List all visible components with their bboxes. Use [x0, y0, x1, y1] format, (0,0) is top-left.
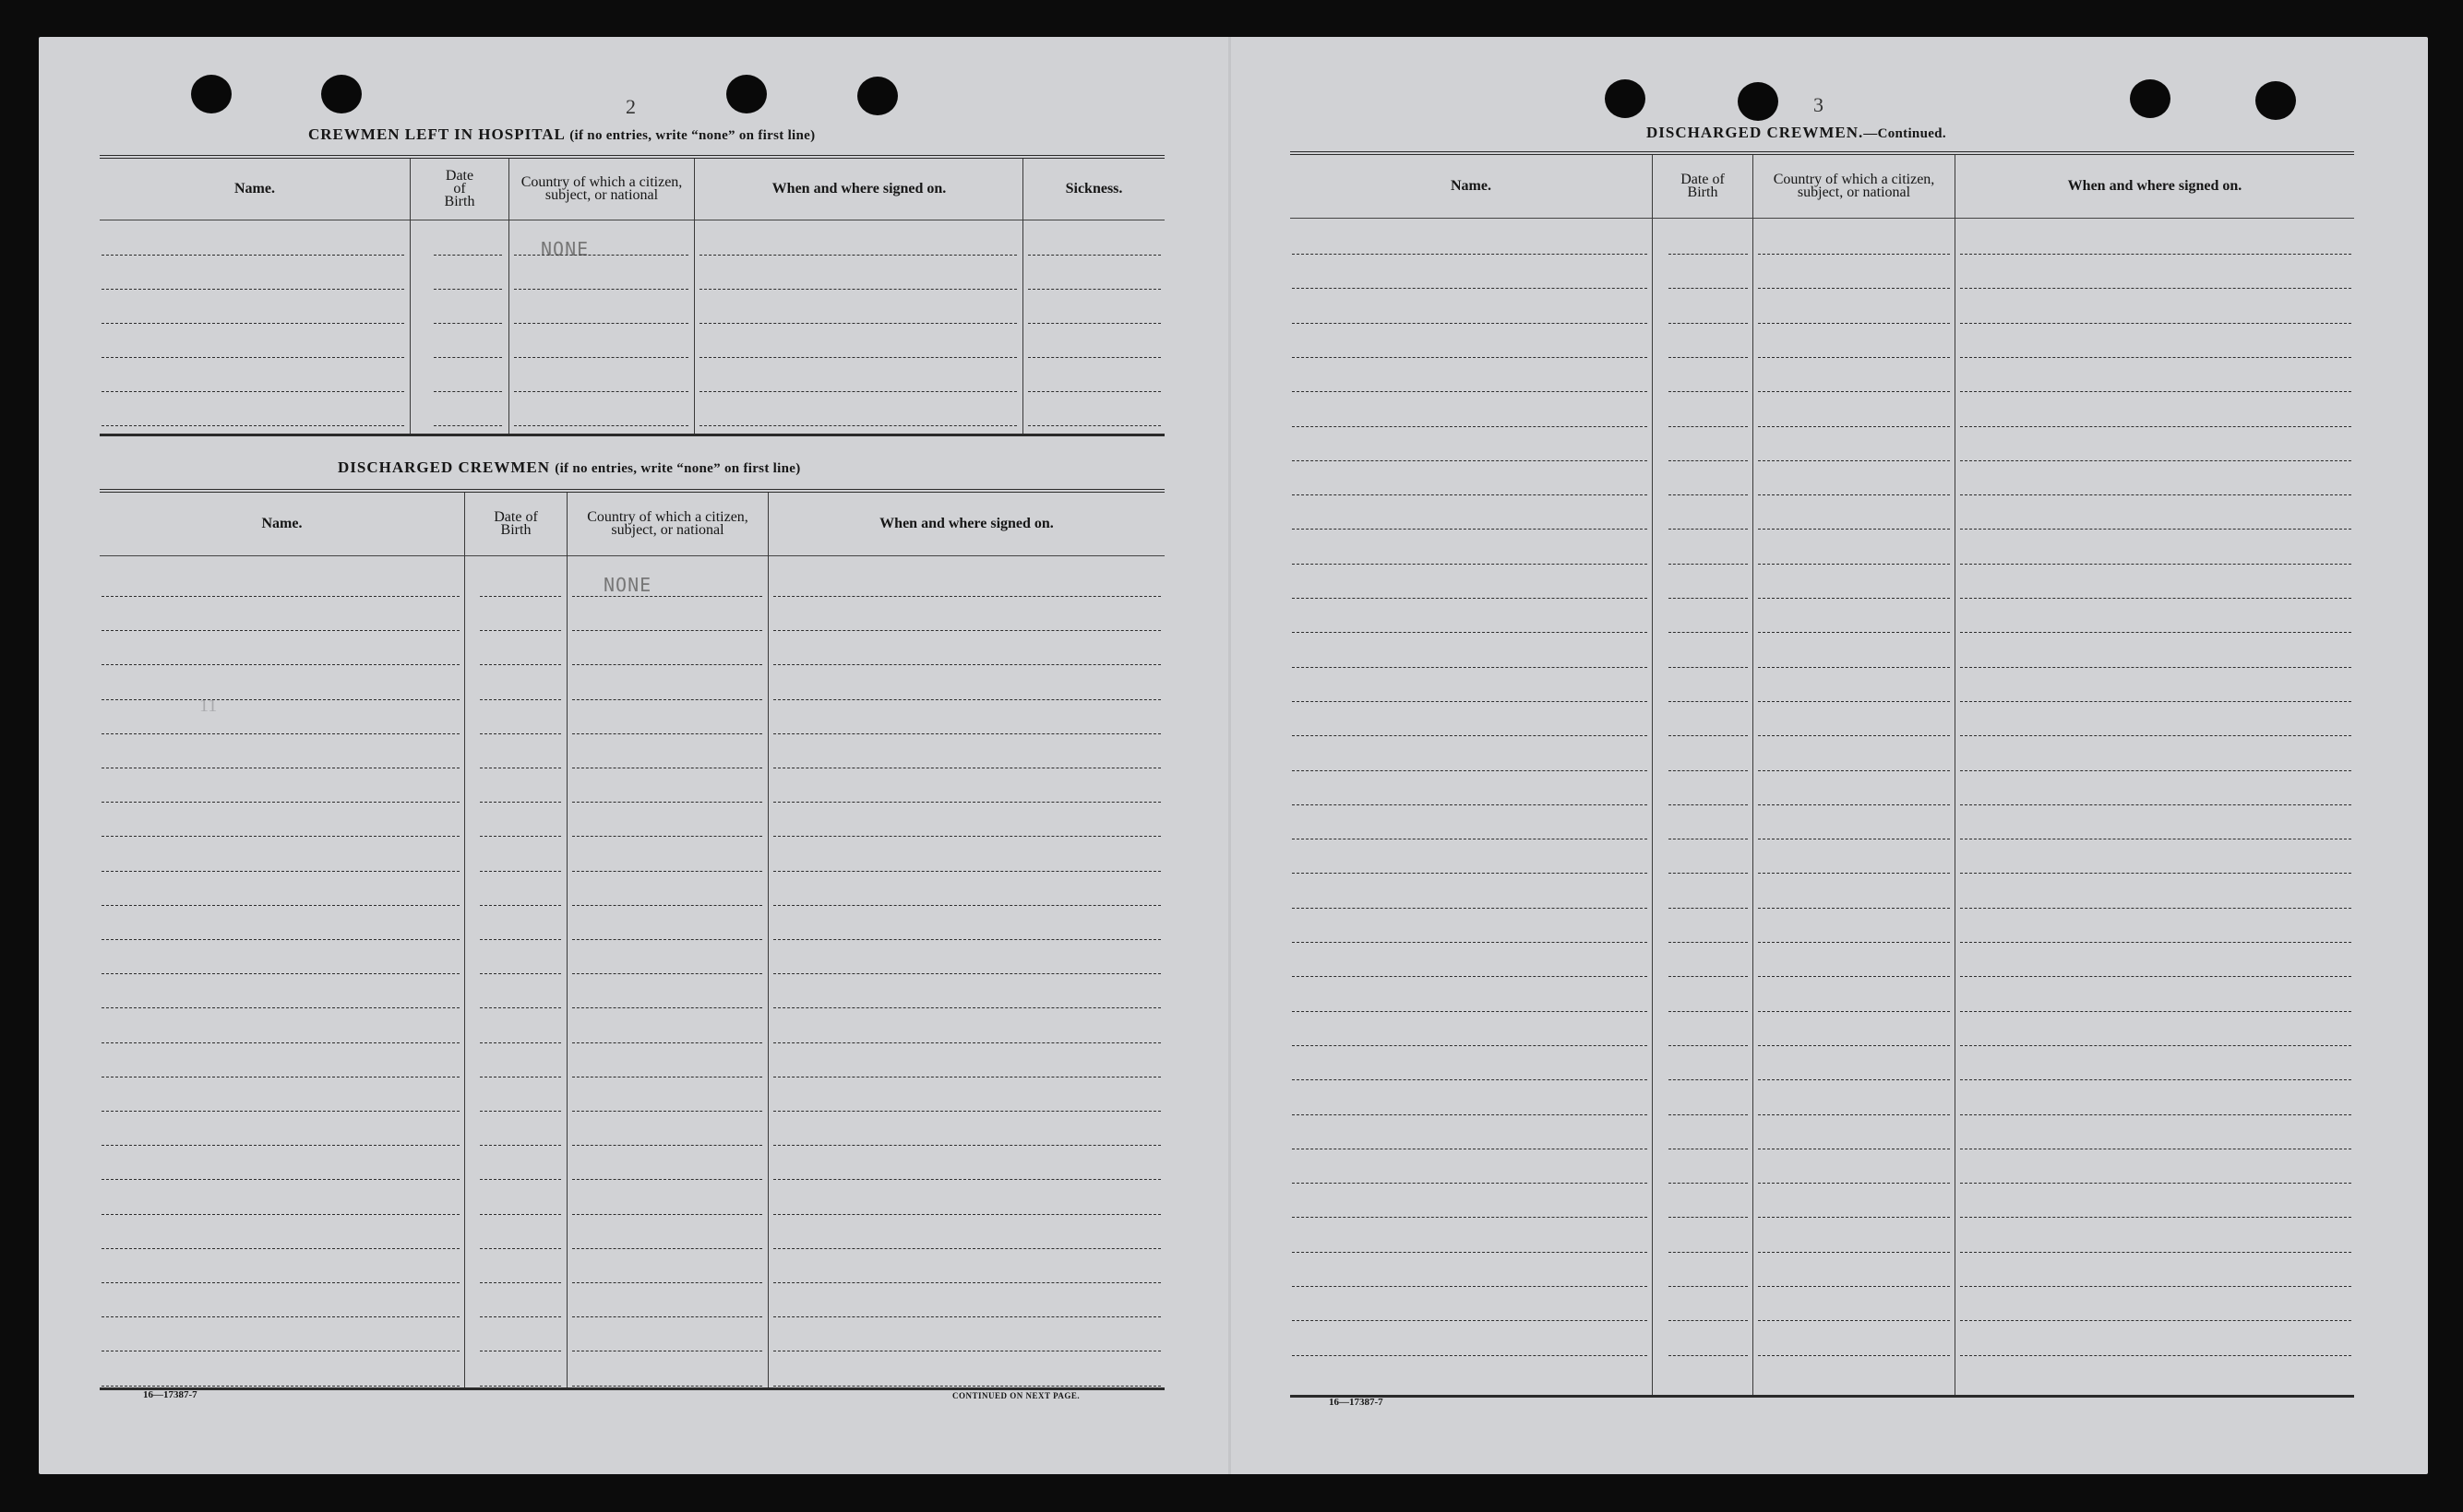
ruled-entry-line	[572, 1316, 762, 1317]
ruled-entry-line	[480, 973, 561, 974]
ruled-entry-line	[1292, 735, 1647, 736]
ruled-entry-line	[102, 255, 404, 256]
ruled-entry-line	[773, 664, 1161, 665]
ruled-entry-line	[102, 802, 460, 803]
ruled-entry-line	[1960, 701, 2351, 702]
ruled-entry-line	[1960, 1045, 2351, 1046]
ruled-entry-line	[1668, 942, 1748, 943]
ruled-entry-line	[480, 1282, 561, 1283]
ruled-entry-line	[1668, 632, 1748, 633]
ruled-entry-line	[102, 1145, 460, 1146]
ruled-entry-line	[572, 1248, 762, 1249]
ruled-entry-line	[1960, 1320, 2351, 1321]
table-bottom-rule	[100, 434, 1165, 436]
ruled-entry-line	[480, 905, 561, 906]
punch-hole	[2255, 81, 2296, 120]
ruled-entry-line	[102, 289, 404, 290]
ruled-entry-line	[1960, 494, 2351, 495]
ruled-entry-line	[1758, 529, 1950, 530]
ruled-entry-line	[434, 289, 502, 290]
ruled-entry-line	[773, 939, 1161, 940]
continued-title-suffix: —Continued.	[1863, 126, 1946, 141]
col-header-country: Country of which a citizen, subject, or national	[520, 174, 683, 203]
ruled-entry-line	[1668, 1217, 1748, 1218]
col-divider	[768, 493, 769, 1387]
ruled-entry-line	[102, 1282, 460, 1283]
ruled-entry-line	[1758, 564, 1950, 565]
ruled-entry-line	[1668, 976, 1748, 977]
ruled-entry-line	[480, 939, 561, 940]
ruled-entry-line	[1668, 1114, 1748, 1115]
ruled-entry-line	[1292, 288, 1647, 289]
ruled-entry-line	[1960, 391, 2351, 392]
ruled-entry-line	[1668, 1079, 1748, 1080]
discharged-instruction: (if no entries, write “none” on first line)	[555, 461, 801, 476]
col-header-country: Country of which a citizen, subject, or national	[1773, 172, 1935, 200]
ruled-entry-line	[102, 1042, 460, 1043]
ruled-entry-line	[572, 939, 762, 940]
ruled-entry-line	[1960, 632, 2351, 633]
ruled-entry-line	[514, 391, 688, 392]
ruled-entry-line	[1292, 426, 1647, 427]
punch-hole	[726, 75, 767, 113]
ruled-entry-line	[514, 255, 688, 256]
discharged-section-title	[338, 458, 801, 477]
ruled-entry-line	[773, 1214, 1161, 1215]
ruled-entry-line	[572, 1282, 762, 1283]
ruled-entry-line	[1960, 529, 2351, 530]
ruled-entry-line	[102, 1007, 460, 1008]
ruled-entry-line	[1668, 1286, 1748, 1287]
ruled-entry-line	[1292, 564, 1647, 565]
ruled-entry-line	[1960, 908, 2351, 909]
ruled-entry-line	[1758, 1355, 1950, 1356]
ruled-entry-line	[102, 630, 460, 631]
ruled-entry-line	[1292, 701, 1647, 702]
ruled-entry-line	[1960, 1355, 2351, 1356]
ruled-entry-line	[1668, 323, 1748, 324]
ruled-entry-line	[1960, 667, 2351, 668]
ruled-entry-line	[1292, 1183, 1647, 1184]
ruled-entry-line	[773, 630, 1161, 631]
ruled-entry-line	[1668, 426, 1748, 427]
header-rule	[1290, 218, 2354, 219]
ruled-entry-line	[1758, 942, 1950, 943]
ruled-entry-line	[1758, 254, 1950, 255]
ruled-entry-line	[1668, 701, 1748, 702]
ruled-entry-line	[480, 1042, 561, 1043]
ruled-entry-line	[1292, 873, 1647, 874]
ruled-entry-line	[1668, 357, 1748, 358]
ruled-entry-line	[572, 664, 762, 665]
ruled-entry-line	[699, 357, 1017, 358]
ruled-entry-line	[773, 973, 1161, 974]
continued-note: CONTINUED ON NEXT PAGE.	[952, 1391, 1081, 1400]
ruled-entry-line	[102, 1248, 460, 1249]
ruled-entry-line	[1960, 1217, 2351, 1218]
ruled-entry-line	[434, 323, 502, 324]
ruled-entry-line	[1960, 770, 2351, 771]
ruled-entry-line	[1292, 804, 1647, 805]
ruled-entry-line	[699, 289, 1017, 290]
ruled-entry-line	[102, 357, 404, 358]
ruled-entry-line	[1758, 1045, 1950, 1046]
col-header-signed-on: When and where signed on.	[771, 181, 947, 196]
ruled-entry-line	[1758, 1011, 1950, 1012]
ruled-entry-line	[1668, 1320, 1748, 1321]
hospital-title-text: CREWMEN LEFT IN HOSPITAL	[308, 125, 565, 143]
col-header-signed-on: When and where signed on.	[2067, 178, 2242, 194]
ruled-entry-line	[480, 1179, 561, 1180]
ruled-entry-line	[1028, 425, 1161, 426]
ruled-entry-line	[480, 1214, 561, 1215]
none-stamp: NONE	[541, 238, 590, 260]
ruled-entry-line	[773, 1042, 1161, 1043]
ruled-entry-line	[480, 836, 561, 837]
hospital-section-title	[308, 125, 815, 144]
ruled-entry-line	[572, 836, 762, 837]
ruled-entry-line	[480, 1007, 561, 1008]
ruled-entry-line	[773, 1316, 1161, 1317]
ruled-entry-line	[773, 1007, 1161, 1008]
ruled-entry-line	[1668, 770, 1748, 771]
ruled-entry-line	[773, 1282, 1161, 1283]
ruled-entry-line	[480, 802, 561, 803]
table-bottom-rule	[1290, 1395, 2354, 1398]
ruled-entry-line	[1028, 357, 1161, 358]
page-gutter	[1228, 37, 1231, 1474]
ruled-entry-line	[480, 1386, 561, 1387]
ruled-entry-line	[1292, 1011, 1647, 1012]
ruled-entry-line	[1668, 804, 1748, 805]
ruled-entry-line	[1758, 288, 1950, 289]
ruled-entry-line	[1758, 735, 1950, 736]
ruled-entry-line	[572, 973, 762, 974]
ruled-entry-line	[773, 733, 1161, 734]
ruled-entry-line	[514, 357, 688, 358]
ruled-entry-line	[1960, 357, 2351, 358]
ruled-entry-line	[1758, 1286, 1950, 1287]
ruled-entry-line	[102, 699, 460, 700]
ruled-entry-line	[1758, 632, 1950, 633]
ruled-entry-line	[1292, 598, 1647, 599]
ruled-entry-line	[102, 871, 460, 872]
ruled-entry-line	[1960, 288, 2351, 289]
punch-hole	[191, 75, 232, 113]
ruled-entry-line	[480, 664, 561, 665]
table-bottom-rule	[100, 1387, 1165, 1390]
ruled-entry-line	[1292, 942, 1647, 943]
header-rule	[100, 555, 1165, 556]
ruled-entry-line	[1668, 873, 1748, 874]
col-header-date-of-birth: Date of Birth	[1680, 172, 1725, 200]
punch-hole	[1738, 82, 1778, 121]
ruled-entry-line	[1960, 254, 2351, 255]
discharged-title-text: DISCHARGED CREWMEN	[338, 458, 551, 476]
ruled-entry-line	[572, 630, 762, 631]
none-stamp: NONE	[604, 574, 652, 596]
hospital-table	[100, 155, 1165, 435]
ruled-entry-line	[1668, 735, 1748, 736]
ruled-entry-line	[514, 425, 688, 426]
ruled-entry-line	[1758, 1114, 1950, 1115]
ruled-entry-line	[434, 255, 502, 256]
ruled-entry-line	[1292, 494, 1647, 495]
ruled-entry-line	[1960, 942, 2351, 943]
col-divider	[1022, 159, 1023, 434]
ruled-entry-line	[1668, 1183, 1748, 1184]
ruled-entry-line	[1668, 529, 1748, 530]
ruled-entry-line	[773, 802, 1161, 803]
ruled-entry-line	[572, 1214, 762, 1215]
ruled-entry-line	[1758, 908, 1950, 909]
ruled-entry-line	[1028, 323, 1161, 324]
ruled-entry-line	[1758, 804, 1950, 805]
ruled-entry-line	[1758, 770, 1950, 771]
ruled-entry-line	[102, 939, 460, 940]
ruled-entry-line	[1758, 357, 1950, 358]
ruled-entry-line	[1292, 357, 1647, 358]
ruled-entry-line	[1292, 323, 1647, 324]
continued-title-text: DISCHARGED CREWMEN.	[1646, 124, 1864, 141]
col-header-signed-on: When and where signed on.	[879, 516, 1054, 531]
ruled-entry-line	[1292, 529, 1647, 530]
col-divider	[694, 159, 695, 434]
ruled-entry-line	[773, 699, 1161, 700]
ruled-entry-line	[1292, 908, 1647, 909]
ruled-entry-line	[773, 596, 1161, 597]
page-number: 3	[1813, 93, 1823, 116]
ruled-entry-line	[102, 664, 460, 665]
ruled-entry-line	[480, 630, 561, 631]
ruled-entry-line	[1758, 391, 1950, 392]
ruled-entry-line	[1028, 289, 1161, 290]
col-header-country: Country of which a citizen, subject, or national	[587, 509, 748, 538]
col-header-sickness: Sickness.	[1065, 181, 1123, 196]
ruled-entry-line	[1668, 1045, 1748, 1046]
ruled-entry-line	[1292, 632, 1647, 633]
ruled-entry-line	[572, 1145, 762, 1146]
ruled-entry-line	[572, 1042, 762, 1043]
ruled-entry-line	[480, 871, 561, 872]
col-header-date-of-birth: Date of Birth	[494, 509, 538, 538]
ruled-entry-line	[1758, 1320, 1950, 1321]
ruled-entry-line	[572, 1007, 762, 1008]
faint-mark: 11	[199, 696, 218, 716]
col-divider	[1752, 155, 1753, 1395]
col-divider	[410, 159, 411, 434]
ruled-entry-line	[572, 1386, 762, 1387]
ruled-entry-line	[1028, 391, 1161, 392]
col-divider	[464, 493, 465, 1387]
ruled-entry-line	[773, 1111, 1161, 1112]
ruled-entry-line	[1668, 460, 1748, 461]
ruled-entry-line	[1292, 254, 1647, 255]
ruled-entry-line	[1758, 1183, 1950, 1184]
ruled-entry-line	[480, 699, 561, 700]
ruled-entry-line	[1758, 426, 1950, 427]
ruled-entry-line	[1960, 1183, 2351, 1184]
ruled-entry-line	[1292, 1355, 1647, 1356]
ruled-entry-line	[1960, 460, 2351, 461]
col-header-name: Name.	[1451, 178, 1491, 194]
ruled-entry-line	[102, 1386, 460, 1387]
ruled-entry-line	[1668, 564, 1748, 565]
ruled-entry-line	[1668, 1355, 1748, 1356]
ruled-entry-line	[480, 1111, 561, 1112]
ruled-entry-line	[102, 1179, 460, 1180]
ruled-entry-line	[1668, 1011, 1748, 1012]
ruled-entry-line	[572, 699, 762, 700]
ruled-entry-line	[480, 596, 561, 597]
ruled-entry-line	[1668, 1252, 1748, 1253]
form-number: 16—17387-7	[1329, 1397, 1383, 1408]
ruled-entry-line	[102, 391, 404, 392]
ruled-entry-line	[1960, 1011, 2351, 1012]
col-divider	[1652, 155, 1653, 1395]
ruled-entry-line	[572, 596, 762, 597]
ruled-entry-line	[102, 596, 460, 597]
ruled-entry-line	[514, 289, 688, 290]
ruled-entry-line	[1292, 1045, 1647, 1046]
ruled-entry-line	[773, 836, 1161, 837]
ruled-entry-line	[1758, 1252, 1950, 1253]
ruled-entry-line	[1960, 426, 2351, 427]
ruled-entry-line	[1758, 1079, 1950, 1080]
ruled-entry-line	[1960, 598, 2351, 599]
ruled-entry-line	[102, 323, 404, 324]
ruled-entry-line	[1758, 976, 1950, 977]
ruled-entry-line	[1758, 460, 1950, 461]
ruled-entry-line	[773, 1386, 1161, 1387]
page-number: 2	[626, 95, 636, 118]
ruled-entry-line	[1960, 873, 2351, 874]
ruled-entry-line	[1668, 254, 1748, 255]
form-number: 16—17387-7	[143, 1389, 197, 1400]
discharged-continued-table	[1290, 151, 2354, 1397]
ruled-entry-line	[102, 1316, 460, 1317]
ruled-entry-line	[1292, 1114, 1647, 1115]
ruled-entry-line	[773, 905, 1161, 906]
ruled-entry-line	[699, 425, 1017, 426]
ruled-entry-line	[102, 1214, 460, 1215]
ruled-entry-line	[1028, 255, 1161, 256]
hospital-instruction: (if no entries, write “none” on first line)	[569, 128, 816, 143]
ruled-entry-line	[1292, 1320, 1647, 1321]
punch-hole	[1605, 79, 1645, 118]
col-header-name: Name.	[261, 516, 303, 531]
ruled-entry-line	[1758, 701, 1950, 702]
col-header-date-of-birth: Date of Birth	[444, 168, 475, 209]
ruled-entry-line	[434, 425, 502, 426]
ruled-entry-line	[1292, 460, 1647, 461]
ruled-entry-line	[1960, 1252, 2351, 1253]
ruled-entry-line	[699, 391, 1017, 392]
punch-hole	[857, 77, 898, 115]
continued-section-title	[1646, 124, 1946, 142]
ruled-entry-line	[1292, 1252, 1647, 1253]
ruled-entry-line	[1668, 494, 1748, 495]
ruled-entry-line	[480, 1316, 561, 1317]
ruled-entry-line	[1758, 494, 1950, 495]
ruled-entry-line	[1960, 1114, 2351, 1115]
ruled-entry-line	[1292, 1286, 1647, 1287]
ruled-entry-line	[102, 836, 460, 837]
ruled-entry-line	[773, 1145, 1161, 1146]
ruled-entry-line	[1668, 667, 1748, 668]
ruled-entry-line	[1668, 391, 1748, 392]
ruled-entry-line	[1668, 908, 1748, 909]
ruled-entry-line	[102, 905, 460, 906]
punch-hole	[2130, 79, 2170, 118]
ruled-entry-line	[480, 733, 561, 734]
ruled-entry-line	[773, 1179, 1161, 1180]
ruled-entry-line	[699, 323, 1017, 324]
col-divider	[567, 493, 568, 1387]
punch-hole	[321, 75, 362, 113]
ruled-entry-line	[102, 733, 460, 734]
ruled-entry-line	[1292, 667, 1647, 668]
ruled-entry-line	[102, 1111, 460, 1112]
ruled-entry-line	[480, 1145, 561, 1146]
ruled-entry-line	[102, 973, 460, 974]
col-divider	[508, 159, 509, 434]
ruled-entry-line	[572, 733, 762, 734]
ruled-entry-line	[1960, 564, 2351, 565]
ruled-entry-line	[1758, 667, 1950, 668]
ruled-entry-line	[1960, 1079, 2351, 1080]
ruled-entry-line	[1668, 288, 1748, 289]
ruled-entry-line	[773, 871, 1161, 872]
ruled-entry-line	[773, 1248, 1161, 1249]
col-header-name: Name.	[234, 181, 275, 196]
ruled-entry-line	[572, 802, 762, 803]
ruled-entry-line	[699, 255, 1017, 256]
ruled-entry-line	[1292, 976, 1647, 977]
ruled-entry-line	[1292, 1217, 1647, 1218]
ruled-entry-line	[1960, 976, 2351, 977]
ruled-entry-line	[572, 905, 762, 906]
ruled-entry-line	[1758, 1217, 1950, 1218]
ruled-entry-line	[572, 1179, 762, 1180]
ruled-entry-line	[434, 391, 502, 392]
ruled-entry-line	[572, 1111, 762, 1112]
ruled-entry-line	[1960, 735, 2351, 736]
ruled-entry-line	[1668, 598, 1748, 599]
ruled-entry-line	[1960, 804, 2351, 805]
ruled-entry-line	[1292, 770, 1647, 771]
ruled-entry-line	[480, 1248, 561, 1249]
ruled-entry-line	[572, 871, 762, 872]
ruled-entry-line	[1758, 598, 1950, 599]
ruled-entry-line	[1292, 391, 1647, 392]
ruled-entry-line	[1758, 323, 1950, 324]
ruled-entry-line	[434, 357, 502, 358]
ruled-entry-line	[1960, 323, 2351, 324]
ruled-entry-line	[1758, 873, 1950, 874]
ruled-entry-line	[102, 425, 404, 426]
ruled-entry-line	[514, 323, 688, 324]
ruled-entry-line	[1292, 1079, 1647, 1080]
ruled-entry-line	[1960, 1286, 2351, 1287]
discharged-table	[100, 489, 1165, 1389]
